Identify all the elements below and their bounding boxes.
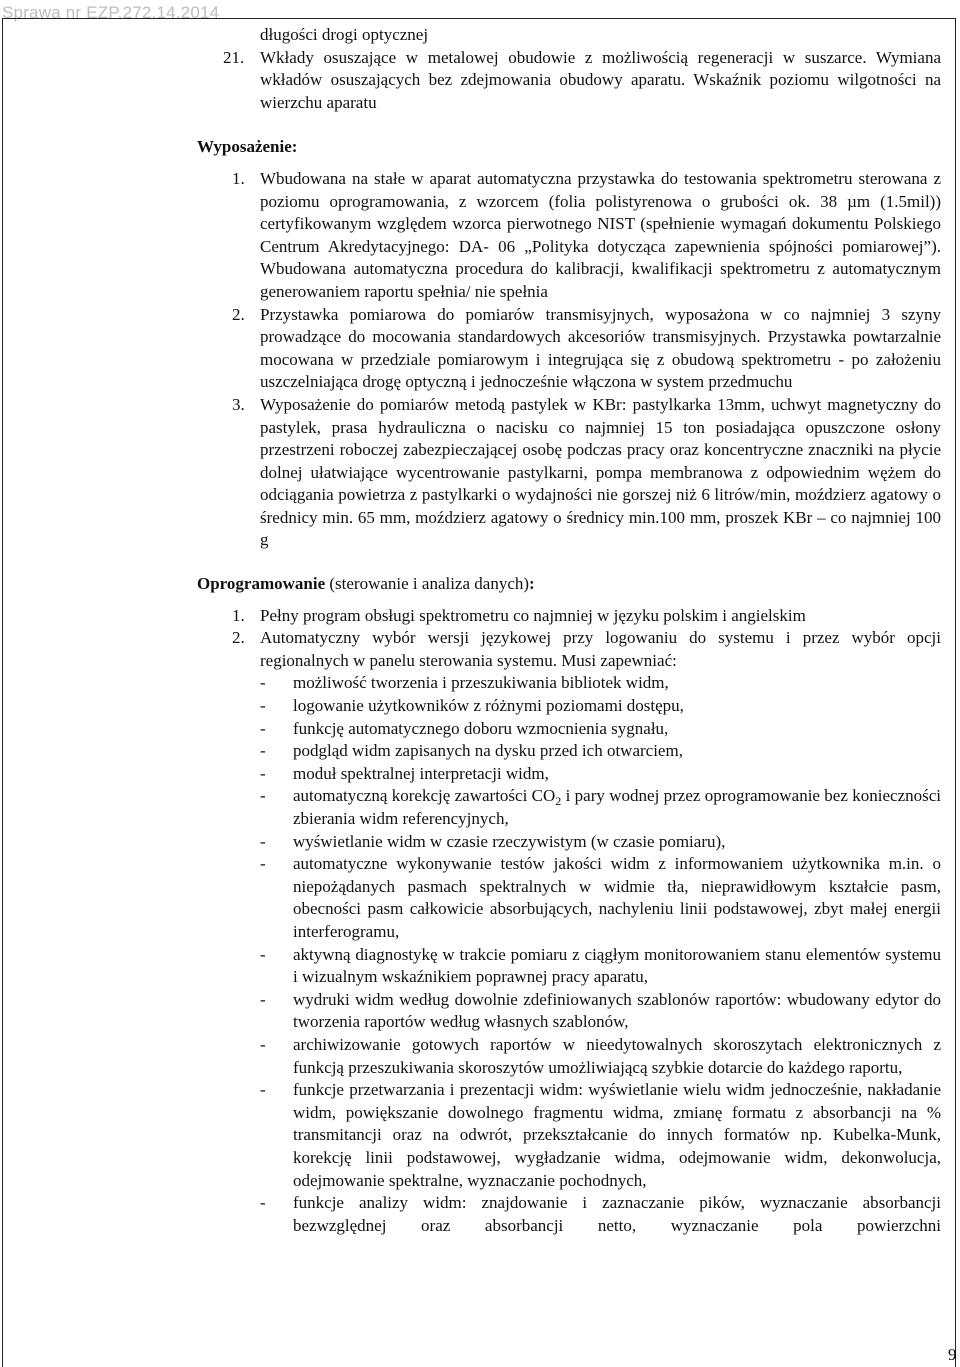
continued-text: długości drogi optycznej [260, 25, 429, 44]
sub-item-text: archiwizowanie gotowych raportów w nieedytowalnych skoroszytach elektronicznych z funkcją przeszukiwania skoroszytów umożliwiającą szybkie dotarcie do każdego raportu, [293, 1034, 941, 1077]
list-dash: - [260, 1080, 266, 1100]
sub-item-text: logowanie użytkowników z różnymi poziomami dostępu, [293, 696, 684, 716]
item-text: Wkłady osuszające w metalowej obudowie z możliwością regeneracji w suszarce. Wymiana wkładów osuszających bez zdejmowania obudowy aparatu. Wskaźnik poziomu wilgotności na wierzchu aparatu [260, 47, 941, 112]
sub-item-diagnostics [197, 944, 941, 989]
item-number: 2. [232, 304, 245, 324]
heading-rest: (sterowanie i analiza danych) [325, 574, 530, 594]
sub-item-interpretation [197, 763, 941, 786]
item-number: 21. [223, 47, 245, 67]
item-number: 3. [232, 394, 245, 414]
sub-item-text: automatyczne wykonywanie testów jakości widm z informowaniem użytkownika m.in. o niepożądanych pasmach spektralnych w widmie tła, nieprawidłowym kształcie pasm, obecności pasm całkowicie absorbujących, nachyleniu linii podstawowej, zbyt małej energii interferogramu, [293, 854, 941, 941]
sub-item-user-login [197, 695, 941, 718]
co2-text-before: automatyczną korekcję zawartości CO [293, 786, 556, 806]
list-dash: - [260, 763, 266, 783]
sub-item-archiving [197, 1034, 941, 1079]
list-dash: - [260, 696, 266, 716]
sub-item-preview [197, 740, 941, 763]
sub-item-text: podgląd widm zapisanych na dysku przed ich otwarciem, [293, 741, 683, 761]
item-text: Wyposażenie do pomiarów metodą pastylek w KBr: pastylkarka 13mm, uchwyt magnetyczny do pastylek, prasa hydrauliczna o nacisku co najmniej 15 ton posiadająca opuszczone osłony przestrzeni roboczej zabezpieczającej osobę podczas pracy oraz koncentryczne znaczniki na płycie dolnej ułatwiające wycentrowanie pastylkarni, pompa membranowa z odpowiednim wężem do odciągania powietrza z pastylkarki o wydajności nie gorszej niż 6 litrów/min, moździerz agatowy o średnicy min. 65 mm, moździerz agatowy o średnicy min.100 mm, proszek KBr – co najmniej 100 g [260, 394, 941, 550]
sub-item-text: moduł spektralnej interpretacji widm, [293, 763, 549, 783]
sub-item-text: wydruki widm według dowolnie zdefiniowanych szablonów raportów: wbudowany edytor do tworzenia raportów według własnych szablonów, [293, 989, 941, 1032]
case-number-watermark: Sprawa nr EZP.272.14.2014 [2, 3, 220, 22]
sub-item-text: aktywną diagnostykę w trakcie pomiaru z ciągłym monitorowaniem stanu elementów systemu i wizualnym wskaźnikiem poprawnej pracy aparatu, [293, 944, 941, 987]
document-content [197, 24, 941, 1237]
list-dash: - [260, 1034, 266, 1054]
heading-colon: : [529, 574, 535, 594]
item-text: Automatyczny wybór wersji językowej przy logowaniu do systemu i przez wybór opcji regionalnych w panelu sterowania systemu. Musi zapewniać: [260, 628, 941, 670]
sub-item-analysis [197, 1192, 941, 1237]
sub-item-co2-correction [197, 785, 941, 830]
item-number: 1. [232, 605, 245, 625]
list-dash: - [260, 854, 266, 874]
sub-item-text: możliwość tworzenia i przeszukiwania bibliotek widm, [293, 673, 669, 693]
list-dash: - [260, 831, 266, 851]
sub-item-realtime [197, 831, 941, 854]
sub-item-text: funkcję automatycznego doboru wzmocnienia sygnału, [293, 718, 669, 738]
item-number: 2. [232, 628, 245, 648]
section-heading-wyposazenie: Wyposażenie: [197, 137, 298, 157]
sub-item-text: funkcje analizy widm: znajdowanie i zaznaczanie pików, wyznaczanie absorbancji bezwzględnej oraz absorbancji netto, wyznaczanie pola powierzchni [293, 1193, 941, 1235]
list-dash: - [260, 989, 266, 1009]
sub-item-processing [197, 1079, 941, 1192]
sub-item-quality-tests [197, 853, 941, 943]
list-dash: - [260, 673, 266, 693]
item-text: Pełny program obsługi spektrometru co najmniej w języku polskim i angielskim [260, 605, 806, 625]
oprogramowanie-item-1 [197, 605, 941, 628]
list-dash: - [260, 1193, 266, 1213]
item-text: Wbudowana na stałe w aparat automatyczna przystawka do testowania spektrometru sterowana z poziomu oprogramowania, z wzorcem (folia polistyrenowa o grubości ok. 38 µm (1.5mil)) certyfikowanym względem wzorca pierwotnego NIST (spełnienie wymagań dokumentu Polskiego Centrum Akredytacyjnego: DA- 06 „Polityka dotycząca zapewnienia spójności pomiarowej”). Wbudowana automatyczna procedura do kalibracji, kwalifikacji spektrometru z automatycznym generowaniem raportu spełnia/ nie spełnia [260, 168, 941, 301]
wyposazenie-item-3 [197, 394, 941, 552]
item-text: Przystawka pomiarowa do pomiarów transmisyjnych, wyposażona w co najmniej 3 szyny prowadzące do mocowania standardowych akcesoriów transmisyjnych. Przystawka powtarzalnie mocowana w przedziale pomiarowym i integrująca się z obudową spektrometru - po założeniu uszczelniająca drogę optyczną i jednocześnie włączona w system przedmuchu [260, 304, 941, 392]
list-dash: - [260, 741, 266, 761]
list-dash: - [260, 944, 266, 964]
sub-item-text: wyświetlanie widm w czasie rzeczywistym (w czasie pomiaru), [293, 831, 726, 851]
heading-bold: Oprogramowanie [197, 574, 326, 594]
oprogramowanie-item-2 [197, 627, 941, 672]
list-dash: - [260, 718, 266, 738]
sub-item-gain [197, 718, 941, 741]
sub-item-libraries [197, 672, 941, 695]
co2-subscript: 2 [555, 794, 562, 809]
wyposazenie-item-1 [197, 168, 941, 304]
sub-item-printouts [197, 989, 941, 1034]
co2-text-after: i pary wodnej przez oprogramowanie bez konieczności zbierania widm referencyjnych, [293, 786, 941, 828]
list-dash: - [260, 786, 266, 806]
sub-item-text: funkcje przetwarzania i prezentacji widm: wyświetlanie wielu widm jednocześnie, nakładanie widm, powiększanie dowolnego fragmentu widma, zmianę formatu z absorbancji na % transmitancji oraz na odwrót, przekształcanie do innych formatów np. Kubelka-Munk, korekcję linii podstawowej, wygładzanie widma, odejmowanie widm, dekonwolucja, odejmowanie spektralne, wyznaczanie pochodnych, [293, 1080, 941, 1190]
list-item-21 [197, 47, 941, 115]
item-number: 1. [232, 168, 245, 188]
page-number: 9 [948, 1345, 957, 1364]
wyposazenie-item-2 [197, 304, 941, 394]
section-heading-oprogramowanie [197, 573, 941, 596]
